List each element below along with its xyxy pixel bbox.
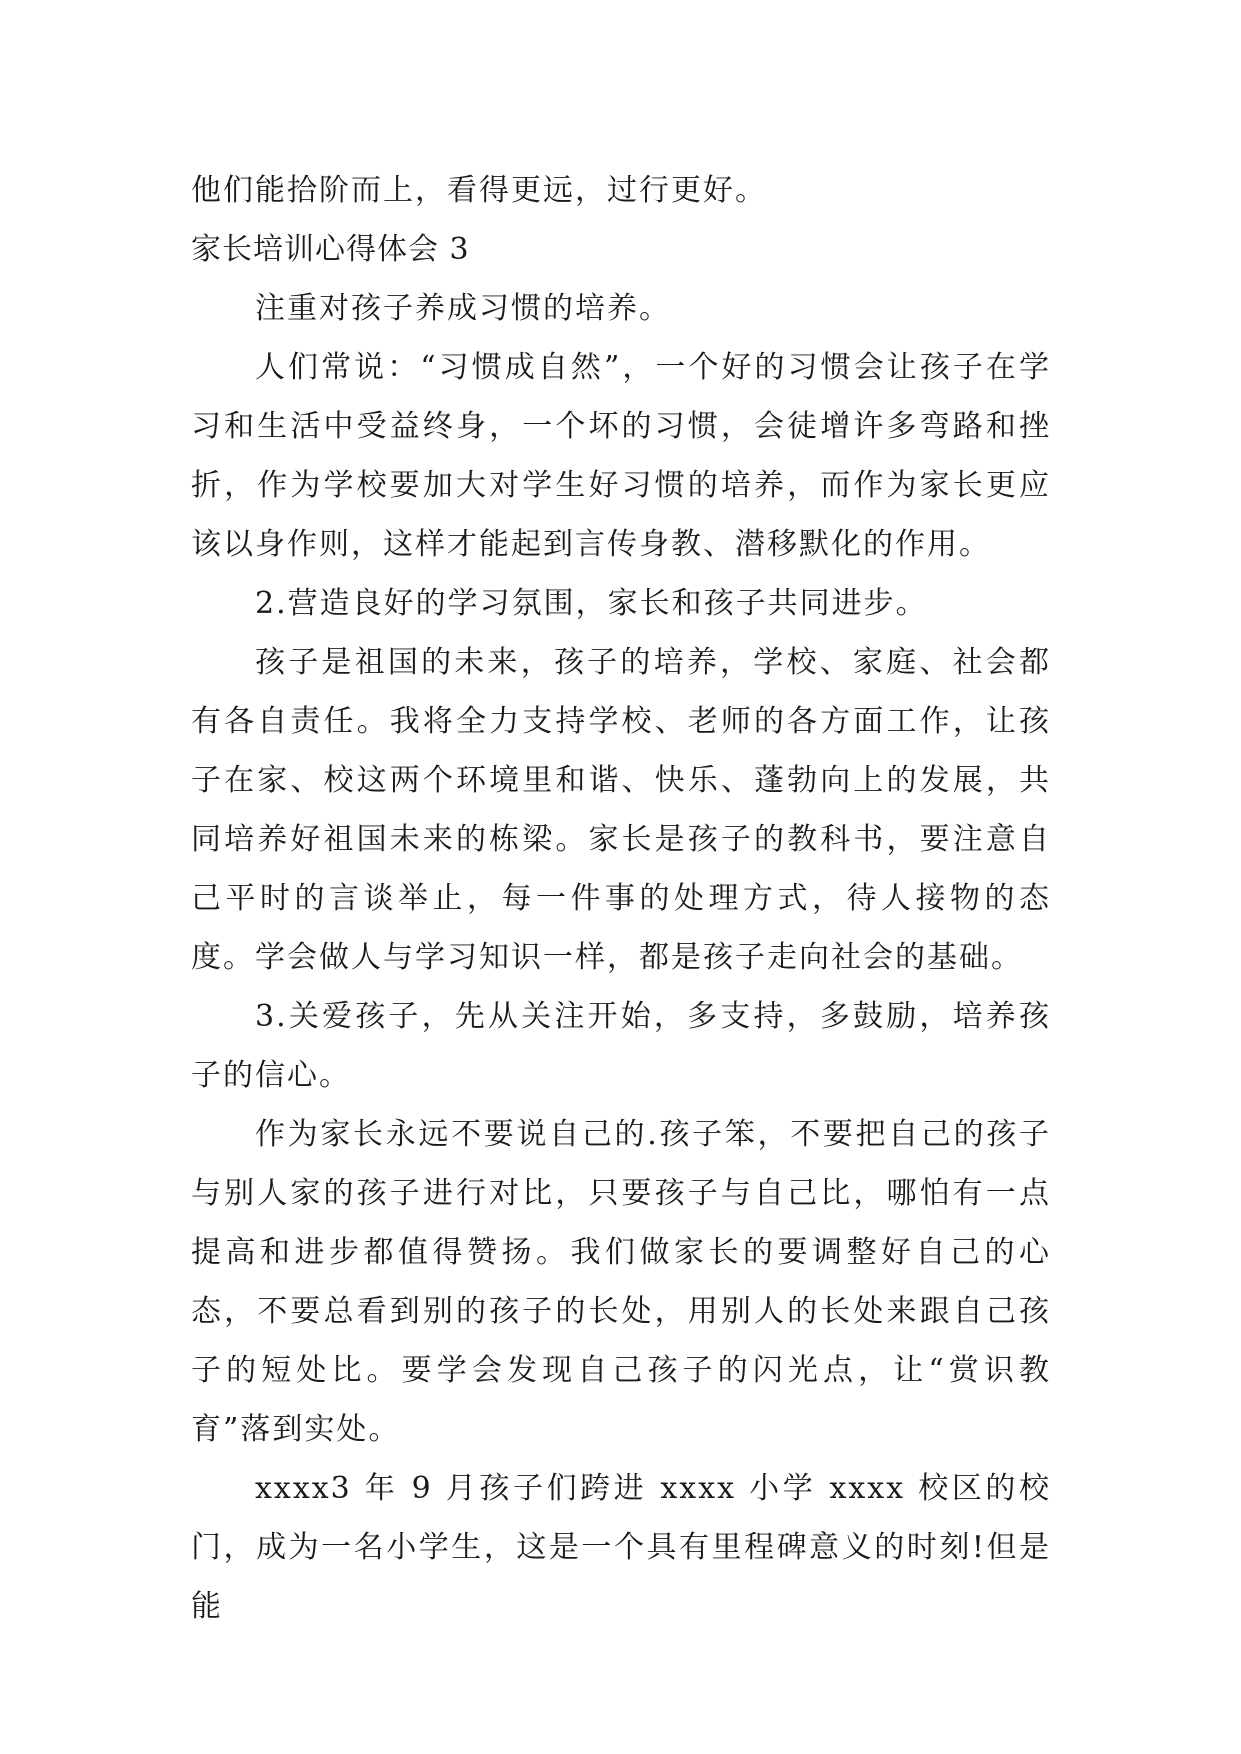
paragraph-2: 人们常说：“习惯成自然”，一个好的习惯会让孩子在学习和生活中受益终身，一个坏的习惯，会徒增许多弯路和挫折，作为学校要加大对学生好习惯的培养，而作为家长更应该以身作则，这样才能起到言传身教、潜移默化的作用。 (191, 350, 1051, 562)
paragraph-7: xxxx3 年 9 月孩子们跨进 xxxx 小学 xxxx 校区的校门，成为一名小学生，这是一个具有里程碑意义的时刻!但是能 (191, 1471, 1051, 1624)
continuation-line: 他们能拾阶而上，看得更远，过行更好。 (191, 173, 767, 208)
document-body (191, 161, 1051, 1636)
paragraph-5: 3.关爱孩子，先从关注开始，多支持，多鼓励，培养孩子的信心。 (191, 999, 1051, 1093)
paragraph-3: 2.营造良好的学习氛围，家长和孩子共同进步。 (255, 586, 928, 621)
section-title: 家长培训心得体会 3 (191, 232, 470, 267)
paragraph-1: 注重对孩子养成习惯的培养。 (255, 291, 671, 326)
paragraph-4: 孩子是祖国的未来，孩子的培养，学校、家庭、社会都有各自责任。我将全力支持学校、老师的各方面工作，让孩子在家、校这两个环境里和谐、快乐、蓬勃向上的发展，共同培养好祖国未来的栋梁。家长是孩子的教科书，要注意自己平时的言谈举止，每一件事的处理方式，待人接物的态度。学会做人与学习知识一样，都是孩子走向社会的基础。 (191, 645, 1051, 975)
paragraph-6: 作为家长永远不要说自己的.孩子笨，不要把自己的孩子与别人家的孩子进行对比，只要孩子与自己比，哪怕有一点提高和进步都值得赞扬。我们做家长的要调整好自己的心态，不要总看到别的孩子的长处，用别人的长处来跟自己孩子的短处比。要学会发现自己孩子的闪光点，让“赏识教育”落到实处。 (191, 1117, 1051, 1447)
